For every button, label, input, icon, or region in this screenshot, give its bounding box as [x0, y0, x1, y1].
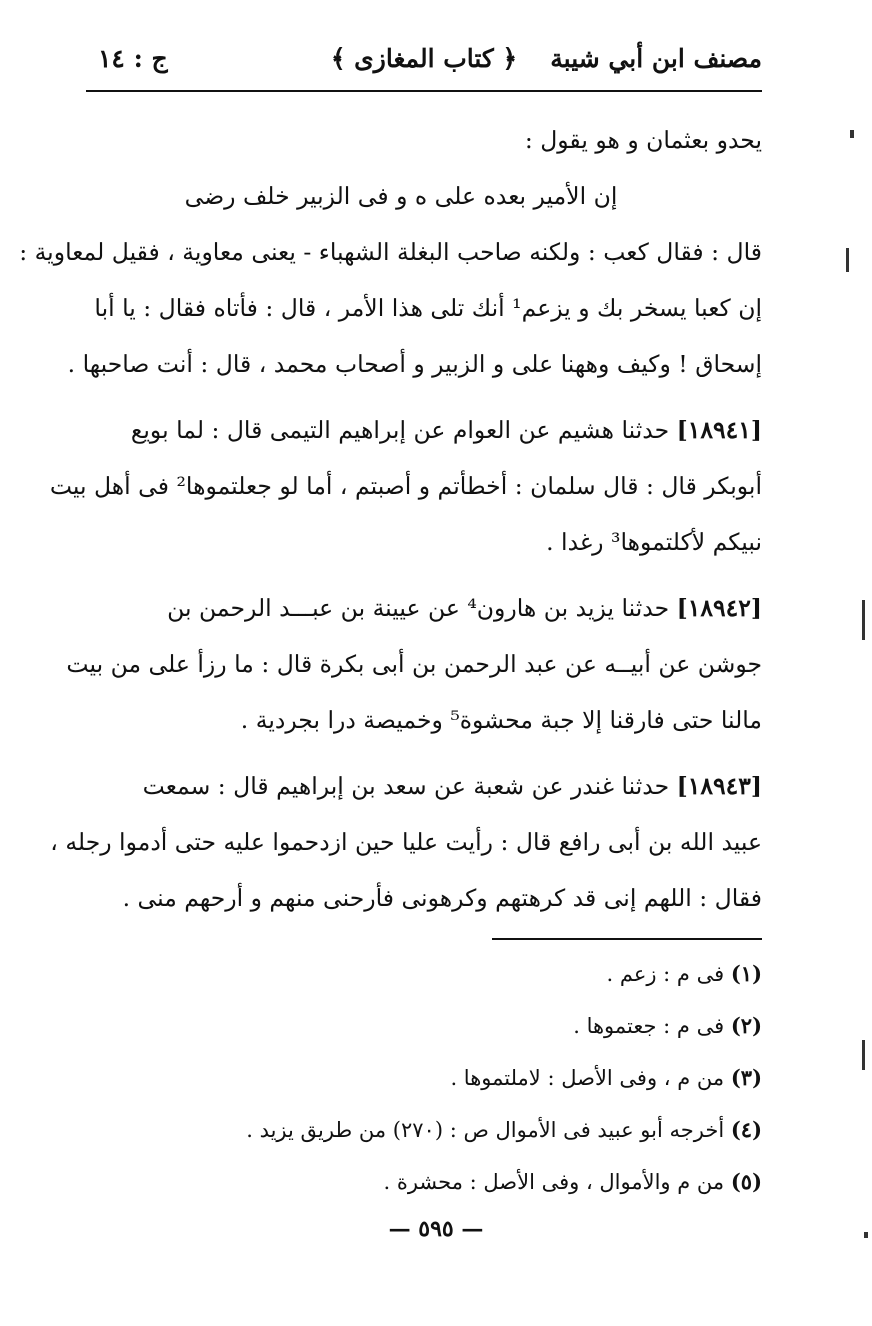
- footnote-number: (٥): [730, 1169, 762, 1194]
- scan-mark: [850, 130, 854, 138]
- scan-mark: [864, 1232, 868, 1238]
- scan-mark: [862, 600, 865, 640]
- hadith-18942-line-1: [100, 580, 762, 636]
- main-text: [19, 112, 762, 926]
- text-line: قال : فقال كعب : ولكنه صاحب البغلة الشهباء - يعنى معاوية ، فقيل لمعاوية :: [19, 238, 762, 266]
- footnote: [180, 1000, 762, 1052]
- text-line: عبيد الله بن أبى رافع قال : رأيت عليا حين ازدحموا عليه حتى أدموا رجله ،: [50, 828, 762, 856]
- hadith-18941-line-1: [100, 402, 762, 458]
- footnote-text: أخرجه أبو عبيد فى الأموال ص : (٢٧٠) من طريق يزيد .: [246, 1118, 725, 1142]
- chapter-title: ﴿ كتاب المغازى ﴾: [330, 44, 518, 73]
- footnote-text: من م والأموال ، وفى الأصل : محشرة .: [383, 1170, 725, 1194]
- footnote-number: (٣): [730, 1065, 762, 1090]
- footnote-number: (٤): [730, 1117, 762, 1142]
- running-header: [86, 38, 762, 86]
- hadith-text: حدثنا هشيم عن العوام عن إبراهيم التيمى قال : لما بويع: [130, 416, 670, 444]
- hadith-number: [١٨٩٤٢]: [676, 594, 762, 622]
- text-line: أبوبكر قال : قال سلمان : أخطأتم و أصبتم ، أما لو جعلتموها² فى أهل بيت: [49, 472, 762, 500]
- hadith-number: [١٨٩٤٣]: [676, 772, 762, 800]
- footnote-rule: [492, 938, 762, 940]
- text-line: نبيكم لأكلتموها³ رغدا .: [546, 528, 762, 556]
- text-line: إسحاق ! وكيف وههنا على و الزبير و أصحاب محمد ، قال : أنت صاحبها .: [67, 350, 762, 378]
- text-line: إن كعبا يسخر بك و يزعم¹ أنك تلى هذا الأمر ، قال : فأتاه فقال : يا أبا: [94, 294, 762, 322]
- footnotes: [180, 948, 762, 1208]
- text-line: فقال : اللهم إنى قد كرهتهم وكرهونى فأرحنى منهم و أرحهم منى .: [122, 884, 762, 912]
- footnote-number: (١): [730, 961, 762, 986]
- book-title: مصنف ابن أبي شيبة: [550, 44, 762, 73]
- hadith-18943-line-1: [100, 758, 762, 814]
- hadith-text: حدثنا غندر عن شعبة عن سعد بن إبراهيم قال : سمعت: [142, 772, 670, 800]
- footnote-text: من م ، وفى الأصل : لاملتموها .: [450, 1066, 725, 1090]
- page-number: — ٥٩٥ —: [388, 1216, 484, 1242]
- hadith-text: حدثنا يزيد بن هارون⁴ عن عيينة بن عبـــد الرحمن بن: [167, 594, 670, 622]
- volume-number: ج : ١٤: [98, 44, 168, 73]
- footnote: [180, 948, 762, 1000]
- footnote: [180, 1104, 762, 1156]
- text-line: مالنا حتى فارقنا إلا جبة محشوة⁵ وخميصة درا بجردية .: [240, 706, 762, 734]
- text-line: جوشن عن أبيــه عن عبد الرحمن بن أبى بكرة قال : ما رزأ على من بيت: [66, 650, 762, 678]
- footnote-text: فى م : جعتموها .: [573, 1014, 725, 1038]
- footnote-number: (٢): [730, 1013, 762, 1038]
- footnote-text: فى م : زعم .: [606, 962, 725, 986]
- hadith-number: [١٨٩٤١]: [676, 416, 762, 444]
- footnote: [180, 1156, 762, 1208]
- scan-mark: [846, 248, 849, 272]
- verse-line: إن الأمير بعده على ه و فى الزبير خلف رضى: [184, 182, 618, 210]
- header-rule: [86, 90, 762, 92]
- scan-mark: [862, 1040, 865, 1070]
- text-line: يحدو بعثمان و هو يقول :: [524, 126, 762, 154]
- footnote: [180, 1052, 762, 1104]
